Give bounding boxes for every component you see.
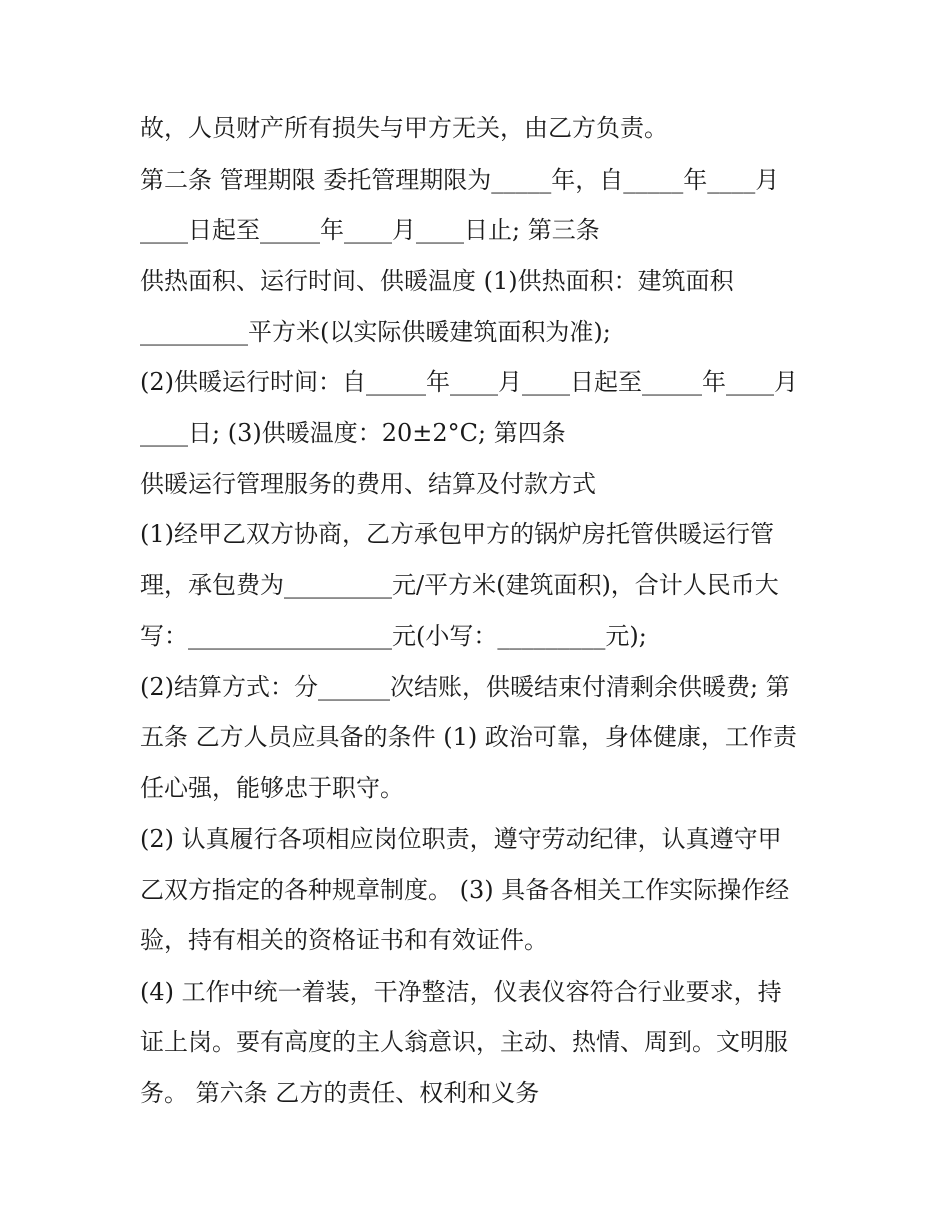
text-line-12: (2)结算方式：分______次结账，供暖结束付清剩余供暖费; 第: [140, 673, 790, 701]
text-line-15: (2) 认真履行各项相应岗位职责，遵守劳动纪律，认真遵守甲: [140, 825, 782, 853]
text-line-6: (2)供暖运行时间：自_____年____月____日起至_____年____月: [140, 368, 798, 396]
text-line-2: 第二条 管理期限 委托管理期限为_____年，自_____年____月: [140, 166, 780, 194]
text-line-11: 写：_________________元(小写：_________元);: [140, 622, 647, 650]
text-line-20: 务。 第六条 乙方的责任、权利和义务: [140, 1079, 540, 1107]
text-line-19: 证上岗。要有高度的主人翁意识，主动、热情、周到。文明服: [140, 1028, 788, 1056]
text-line-5: _________平方米(以实际供暖建筑面积为准);: [140, 318, 611, 346]
text-line-17: 验，持有相关的资格证书和有效证件。: [140, 926, 548, 954]
text-line-8: 供暖运行管理服务的费用、结算及付款方式: [140, 470, 596, 498]
text-line-9: (1)经甲乙双方协商，乙方承包甲方的锅炉房托管供暖运行管: [140, 520, 774, 548]
text-line-16: 乙双方指定的各种规章制度。 (3) 具备各相关工作实际操作经: [140, 876, 790, 904]
text-line-4: 供热面积、运行时间、供暖温度 (1)供热面积：建筑面积: [140, 267, 734, 295]
text-line-7: ____日; (3)供暖温度：20±2°C; 第四条: [140, 419, 566, 447]
text-line-3: ____日起至_____年____月____日止; 第三条: [140, 216, 600, 244]
text-line-13: 五条 乙方人员应具备的条件 (1) 政治可靠，身体健康，工作责: [140, 723, 797, 751]
text-line-1: 故，人员财产所有损失与甲方无关，由乙方负责。: [140, 114, 668, 142]
text-line-10: 理，承包费为_________元/平方米(建筑面积)，合计人民币大: [140, 571, 779, 599]
text-line-18: (4) 工作中统一着装，干净整洁，仪表仪容符合行业要求，持: [140, 978, 782, 1006]
text-line-14: 任心强，能够忠于职守。: [140, 774, 404, 802]
